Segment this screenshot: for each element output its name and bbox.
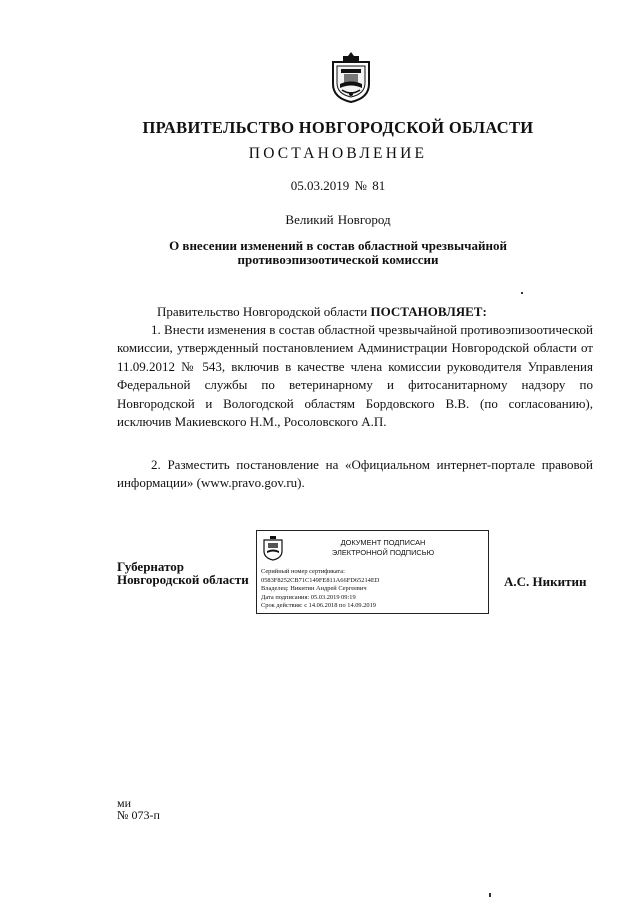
subject-line-2: противоэпизоотической комиссии [237, 252, 439, 267]
scan-speck [521, 292, 523, 294]
position-line-2: Новгородской области [117, 572, 249, 587]
item-2-text: 2. Разместить постановление на «Официальном интернет-портале правовой информации» (www.pravo.gov.ru). [117, 457, 593, 491]
stamp-heading [283, 538, 483, 558]
stamp-heading-line-1: ДОКУМЕНТ ПОДПИСАН [340, 538, 426, 547]
city: Великий Новгород [285, 212, 391, 227]
preamble [157, 304, 487, 320]
document-date-number: 05.03.2019 № 81 [290, 178, 386, 193]
signer-name: А.С. Никитин [504, 574, 587, 589]
position-line-1: Губернатор [117, 559, 185, 574]
certificate-number: 0583F8252CB71C149FE811A66FD65214ED [261, 576, 380, 584]
signatory-position [117, 560, 249, 586]
electronic-signature-stamp [256, 530, 489, 614]
preamble-keyword: ПОСТАНОВЛЯЕТ: [370, 304, 487, 319]
document-type: ПОСТАНОВЛЕНИЕ [248, 145, 428, 162]
internal-doc-number: № 073-п [117, 808, 160, 822]
item-1-text: 1. Внести изменения в состав областной чрезвычайной противоэпизоотической комиссии, утвержденный постановлением Администрации Новгородской области от 11.09.2012 № 543, включив в качестве члена комиссии руководителя Управления Федеральной службы по ветеринарному и фитосанитарному надзору по Новгородской и Вологодской областям Бордовского В.В. (по согласованию), исключив Макиевского Н.М., Росоловского А.П. [117, 322, 593, 430]
certificate-validity: Срок действия: с 14.06.2018 по 14.09.2019 [261, 602, 377, 610]
stamp-details [261, 568, 379, 611]
footer-reference [117, 797, 160, 821]
document-subject [18, 239, 640, 267]
scan-speck [489, 893, 491, 897]
coat-of-arms-icon [329, 50, 373, 104]
resolution-item-1 [117, 321, 593, 431]
preamble-text: Правительство Новгородской области [157, 304, 368, 319]
stamp-heading-line-2: ЭЛЕКТРОННОЙ ПОДПИСЬЮ [331, 548, 435, 557]
certificate-owner: Владелец: Никитин Андрей Сергеевич [261, 585, 367, 593]
resolution-item-2 [117, 456, 593, 493]
signing-date: Дата подписания: 05.03.2019 09:19 [261, 593, 356, 601]
certificate-label: Серийный номер сертификата: [261, 568, 345, 575]
government-title: ПРАВИТЕЛЬСТВО НОВГОРОДСКОЙ ОБЛАСТИ [142, 118, 534, 137]
executor-initials: ми [117, 796, 132, 810]
stamp-coat-of-arms-icon [262, 535, 284, 562]
subject-line-1: О внесении изменений в состав областной чрезвычайной [169, 238, 507, 253]
